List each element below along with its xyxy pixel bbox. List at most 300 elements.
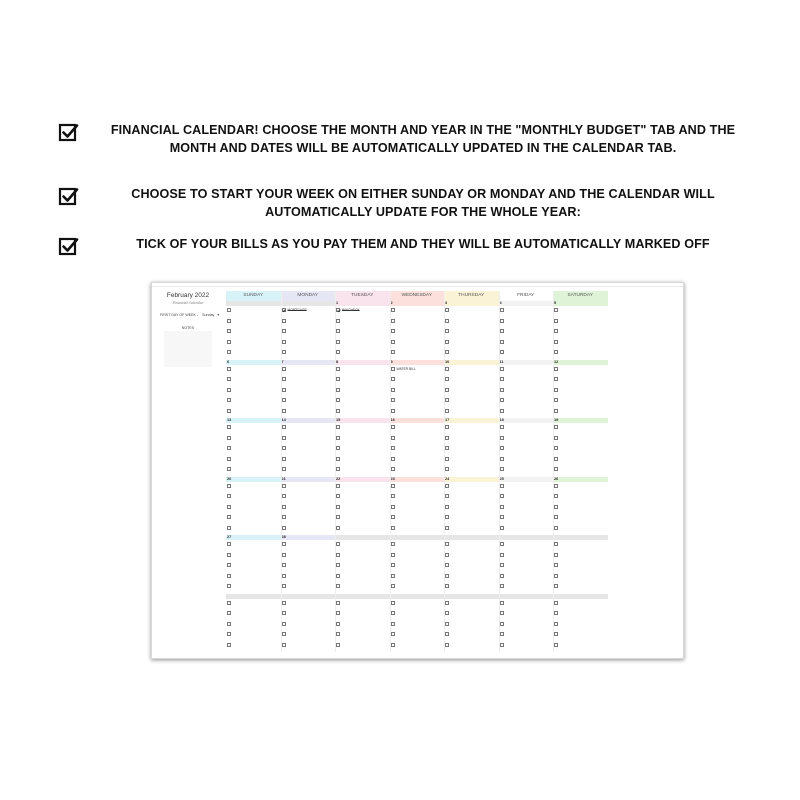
bill-checkbox[interactable] bbox=[391, 542, 395, 546]
bill-checkbox[interactable] bbox=[391, 494, 395, 498]
bill-checkbox[interactable] bbox=[336, 515, 340, 519]
date-number: 25 bbox=[499, 476, 504, 481]
date-number: 10 bbox=[445, 359, 450, 364]
column-divider bbox=[444, 291, 448, 652]
date-bar bbox=[499, 360, 554, 365]
bill-checkbox[interactable] bbox=[500, 388, 504, 392]
bill-checkbox[interactable] bbox=[282, 398, 286, 402]
bill-checkbox[interactable] bbox=[227, 436, 231, 440]
column-divider bbox=[390, 291, 391, 652]
date-bar bbox=[226, 301, 281, 306]
date-bar bbox=[226, 594, 281, 599]
feature-text: FINANCIAL CALENDAR! CHOOSE THE MONTH AND YEAR IN THE "MONTHLY BUDGET" TAB AND THE MONTH AND DATES WILL BE AUTOMATICALLY UPDATED IN THE CALENDAR TAB. bbox=[110, 123, 736, 155]
date-bar bbox=[499, 594, 554, 599]
bill-checkbox[interactable] bbox=[554, 377, 558, 381]
bill-checkbox[interactable] bbox=[391, 409, 395, 413]
bill-checkbox[interactable] bbox=[282, 643, 286, 647]
date-number: 14 bbox=[281, 418, 286, 422]
bill-checkbox[interactable] bbox=[227, 622, 231, 626]
bill-checkbox[interactable] bbox=[227, 308, 231, 312]
bill-checkbox[interactable] bbox=[445, 350, 449, 354]
bill-checkbox[interactable] bbox=[391, 329, 395, 333]
date-number: 27 bbox=[227, 535, 232, 539]
date-bar bbox=[444, 418, 499, 423]
bill-checkbox[interactable] bbox=[391, 377, 395, 381]
bill-checkbox[interactable] bbox=[391, 457, 395, 461]
bill-checkbox[interactable] bbox=[391, 611, 395, 615]
date-bar bbox=[226, 535, 281, 540]
bill-checkbox[interactable] bbox=[282, 308, 286, 312]
bill-checkbox[interactable] bbox=[500, 329, 504, 333]
date-bar bbox=[553, 360, 608, 365]
calendar-spreadsheet bbox=[151, 282, 684, 659]
bill-checkbox[interactable] bbox=[391, 425, 395, 429]
bill-checkbox[interactable] bbox=[282, 494, 286, 498]
bill-checkbox[interactable] bbox=[554, 542, 558, 546]
dropdown-caret-icon[interactable]: ▾ bbox=[217, 313, 220, 317]
bill-checkbox[interactable] bbox=[500, 505, 504, 509]
bill-checkbox[interactable] bbox=[336, 484, 340, 488]
date-number: 1 bbox=[336, 301, 339, 305]
bill-checkbox[interactable] bbox=[227, 494, 231, 498]
bill-checkbox[interactable] bbox=[554, 457, 558, 461]
bill-checkbox[interactable] bbox=[445, 484, 449, 488]
bill-checkbox[interactable] bbox=[445, 388, 449, 392]
bill-checkbox[interactable] bbox=[445, 515, 449, 519]
bill-checkbox[interactable] bbox=[445, 526, 449, 530]
bill-checkbox[interactable] bbox=[227, 467, 231, 471]
bill-checkbox[interactable] bbox=[336, 601, 340, 605]
bill-checkbox[interactable] bbox=[500, 377, 504, 381]
bill-checkbox[interactable] bbox=[336, 584, 340, 588]
bill-checkbox[interactable] bbox=[282, 388, 286, 392]
bill-checkbox[interactable] bbox=[336, 542, 340, 546]
column-divider bbox=[553, 291, 557, 652]
date-bar bbox=[335, 477, 390, 482]
bill-checkbox[interactable] bbox=[554, 484, 558, 488]
day-header-sunday: SUNDAY bbox=[226, 291, 281, 301]
bill-checkbox[interactable] bbox=[227, 350, 231, 354]
bill-label: PAYCHECK bbox=[342, 308, 360, 312]
bill-checkbox[interactable] bbox=[554, 622, 558, 626]
date-bar bbox=[390, 360, 445, 365]
bill-checkbox[interactable] bbox=[445, 398, 449, 402]
bill-checkbox[interactable] bbox=[500, 308, 504, 312]
bill-checkbox[interactable] bbox=[554, 611, 558, 615]
bill-checkbox[interactable] bbox=[500, 436, 504, 440]
bill-checkbox[interactable] bbox=[336, 446, 340, 450]
column-divider bbox=[281, 291, 282, 652]
bill-checkbox[interactable] bbox=[227, 563, 231, 567]
bill-checkbox[interactable] bbox=[445, 319, 449, 323]
date-bar bbox=[499, 301, 557, 306]
bill-checkbox[interactable] bbox=[282, 574, 286, 578]
first-day-of-week-selector[interactable] bbox=[160, 313, 219, 317]
bill-checkbox[interactable] bbox=[282, 377, 286, 381]
bill-checkbox[interactable] bbox=[554, 340, 558, 344]
bill-checkbox[interactable] bbox=[282, 563, 286, 567]
bill-checkbox[interactable] bbox=[282, 446, 286, 450]
bill-checkbox[interactable] bbox=[282, 436, 286, 440]
bill-checkbox[interactable] bbox=[554, 398, 558, 402]
bill-checkbox[interactable] bbox=[391, 601, 395, 605]
bill-checkbox[interactable] bbox=[554, 563, 558, 567]
date-number: 23 bbox=[390, 476, 395, 481]
bill-checkbox[interactable] bbox=[391, 340, 395, 344]
bill-checkbox[interactable] bbox=[554, 425, 558, 429]
bill-checkbox[interactable] bbox=[336, 308, 340, 312]
bill-checkbox[interactable] bbox=[227, 367, 231, 371]
bill-checkbox[interactable] bbox=[391, 515, 395, 519]
date-bar bbox=[499, 418, 554, 423]
bill-checkbox[interactable] bbox=[336, 553, 340, 557]
bill-checkbox[interactable] bbox=[445, 584, 449, 588]
bill-checkbox[interactable] bbox=[500, 643, 504, 647]
bill-checkbox[interactable] bbox=[282, 611, 286, 615]
bill-checkbox[interactable] bbox=[500, 409, 504, 413]
bill-checkbox[interactable] bbox=[500, 398, 504, 402]
bill-checkbox[interactable] bbox=[554, 409, 558, 413]
date-number: 26 bbox=[554, 476, 559, 481]
bill-checkbox[interactable] bbox=[391, 467, 395, 471]
date-number: 2 bbox=[390, 301, 393, 305]
bill-checkbox[interactable] bbox=[282, 329, 286, 333]
date-bar bbox=[390, 594, 445, 599]
date-number: 22 bbox=[336, 476, 341, 481]
checkbox-checked-icon bbox=[58, 185, 80, 207]
bill-checkbox[interactable] bbox=[391, 319, 395, 323]
bill-checkbox[interactable] bbox=[336, 467, 340, 471]
bill-checkbox[interactable] bbox=[445, 409, 449, 413]
date-bar bbox=[499, 535, 554, 540]
bill-checkbox[interactable] bbox=[554, 632, 558, 636]
bill-checkbox[interactable] bbox=[500, 526, 504, 530]
bill-checkbox[interactable] bbox=[445, 436, 449, 440]
date-bar bbox=[281, 477, 336, 482]
bill-checkbox[interactable] bbox=[445, 574, 449, 578]
bill-checkbox[interactable] bbox=[500, 319, 504, 323]
bill-checkbox[interactable] bbox=[227, 329, 231, 333]
bill-checkbox[interactable] bbox=[445, 643, 449, 647]
bill-checkbox[interactable] bbox=[227, 319, 231, 323]
bill-checkbox[interactable] bbox=[282, 467, 286, 471]
date-number: 6 bbox=[227, 359, 230, 364]
bill-checkbox[interactable] bbox=[445, 329, 449, 333]
bill-checkbox[interactable] bbox=[227, 526, 231, 530]
bill-checkbox[interactable] bbox=[282, 367, 286, 371]
bill-checkbox[interactable] bbox=[282, 526, 286, 530]
date-bar bbox=[281, 359, 339, 365]
bill-checkbox[interactable] bbox=[445, 601, 449, 605]
bill-checkbox[interactable] bbox=[336, 350, 340, 354]
bill-checkbox[interactable] bbox=[336, 367, 340, 371]
date-number: 20 bbox=[227, 476, 232, 481]
feature-2 bbox=[58, 185, 758, 221]
bill-checkbox[interactable] bbox=[554, 505, 558, 509]
date-bar bbox=[553, 535, 608, 540]
bill-checkbox[interactable] bbox=[445, 611, 449, 615]
bill-checkbox[interactable] bbox=[227, 505, 231, 509]
bill-checkbox[interactable] bbox=[336, 622, 340, 626]
day-header-wednesday: WEDNESDAY bbox=[390, 291, 445, 301]
date-bar bbox=[390, 418, 445, 423]
date-number: 13 bbox=[227, 418, 232, 422]
bill-label: MORTGAGE bbox=[287, 308, 307, 312]
bill-checkbox[interactable] bbox=[282, 409, 286, 413]
bill-checkbox[interactable] bbox=[391, 398, 395, 402]
bill-checkbox[interactable] bbox=[500, 446, 504, 450]
bill-checkbox[interactable] bbox=[554, 436, 558, 440]
bill-checkbox[interactable] bbox=[500, 457, 504, 461]
bill-checkbox[interactable] bbox=[227, 601, 231, 605]
bill-checkbox[interactable] bbox=[391, 632, 395, 636]
bill-checkbox[interactable] bbox=[391, 308, 395, 312]
bill-checkbox[interactable] bbox=[445, 457, 449, 461]
bill-checkbox[interactable] bbox=[445, 377, 449, 381]
bill-checkbox[interactable] bbox=[227, 398, 231, 402]
bill-checkbox[interactable] bbox=[500, 622, 504, 626]
bill-checkbox[interactable] bbox=[227, 446, 231, 450]
bill-checkbox[interactable] bbox=[500, 611, 504, 615]
bill-checkbox[interactable] bbox=[500, 350, 504, 354]
bill-checkbox[interactable] bbox=[500, 584, 504, 588]
bill-checkbox[interactable] bbox=[445, 425, 449, 429]
bill-checkbox[interactable] bbox=[554, 553, 558, 557]
date-bar bbox=[553, 594, 608, 599]
bill-checkbox[interactable] bbox=[500, 553, 504, 557]
bill-checkbox[interactable] bbox=[391, 484, 395, 488]
bill-checkbox[interactable] bbox=[282, 340, 286, 344]
bill-checkbox[interactable] bbox=[391, 584, 395, 588]
bill-checkbox[interactable] bbox=[445, 563, 449, 567]
bill-checkbox[interactable] bbox=[445, 553, 449, 557]
date-number: 18 bbox=[499, 418, 504, 422]
bill-checkbox[interactable] bbox=[227, 377, 231, 381]
date-number: 15 bbox=[336, 418, 341, 422]
bill-checkbox[interactable] bbox=[336, 398, 340, 402]
bill-checkbox[interactable] bbox=[500, 563, 504, 567]
bill-checkbox[interactable] bbox=[336, 436, 340, 440]
bill-checkbox[interactable] bbox=[227, 515, 231, 519]
bill-checkbox[interactable] bbox=[554, 526, 558, 530]
date-bar bbox=[226, 360, 281, 365]
bill-checkbox[interactable] bbox=[282, 601, 286, 605]
bill-checkbox[interactable] bbox=[500, 425, 504, 429]
bill-checkbox[interactable] bbox=[554, 515, 558, 519]
bill-checkbox[interactable] bbox=[227, 553, 231, 557]
bill-checkbox[interactable] bbox=[500, 574, 504, 578]
date-bar bbox=[281, 301, 339, 306]
bill-checkbox[interactable] bbox=[445, 622, 449, 626]
bill-checkbox[interactable] bbox=[445, 446, 449, 450]
bill-checkbox[interactable] bbox=[336, 611, 340, 615]
bill-checkbox[interactable] bbox=[282, 515, 286, 519]
bill-checkbox[interactable] bbox=[445, 494, 449, 498]
bill-checkbox[interactable] bbox=[554, 467, 558, 471]
first-day-value[interactable]: Sunday bbox=[202, 313, 215, 317]
date-bar bbox=[499, 477, 554, 482]
day-header-thursday: THURSDAY bbox=[444, 291, 499, 301]
bill-checkbox[interactable] bbox=[282, 505, 286, 509]
date-bar bbox=[390, 301, 448, 306]
feature-text: TICK OF YOUR BILLS AS YOU PAY THEM AND THEY WILL BE AUTOMATICALLY MARKED OFF bbox=[136, 237, 710, 251]
bill-checkbox[interactable] bbox=[282, 632, 286, 636]
date-number: 7 bbox=[281, 359, 284, 364]
bill-checkbox[interactable] bbox=[554, 350, 558, 354]
bill-checkbox[interactable] bbox=[282, 425, 286, 429]
bill-checkbox[interactable] bbox=[227, 611, 231, 615]
bill-checkbox[interactable] bbox=[336, 526, 340, 530]
bill-checkbox[interactable] bbox=[282, 319, 286, 323]
date-bar bbox=[444, 301, 499, 306]
bill-checkbox[interactable] bbox=[445, 308, 449, 312]
bill-checkbox[interactable] bbox=[445, 542, 449, 546]
date-bar bbox=[226, 477, 281, 482]
calendar-title: February 2022 bbox=[166, 292, 210, 299]
bill-checkbox[interactable] bbox=[336, 377, 340, 381]
date-number: 19 bbox=[554, 418, 559, 422]
bill-checkbox[interactable] bbox=[282, 553, 286, 557]
bill-checkbox[interactable] bbox=[391, 574, 395, 578]
bill-checkbox[interactable] bbox=[554, 494, 558, 498]
bill-checkbox[interactable] bbox=[227, 574, 231, 578]
bill-checkbox[interactable] bbox=[282, 622, 286, 626]
date-bar bbox=[553, 477, 608, 482]
bill-checkbox[interactable] bbox=[336, 425, 340, 429]
bill-checkbox[interactable] bbox=[391, 622, 395, 626]
bill-checkbox[interactable] bbox=[500, 601, 504, 605]
bill-checkbox[interactable] bbox=[336, 494, 340, 498]
bill-checkbox[interactable] bbox=[391, 436, 395, 440]
bill-checkbox[interactable] bbox=[500, 340, 504, 344]
date-bar bbox=[281, 535, 336, 540]
bill-checkbox[interactable] bbox=[445, 367, 449, 371]
notes-area[interactable] bbox=[164, 331, 212, 367]
bill-checkbox[interactable] bbox=[445, 340, 449, 344]
bill-checkbox[interactable] bbox=[282, 457, 286, 461]
bill-label: WATER BILL bbox=[396, 366, 416, 371]
bill-checkbox[interactable] bbox=[227, 409, 231, 413]
bill-checkbox[interactable] bbox=[282, 484, 286, 488]
date-number: 8 bbox=[336, 359, 339, 364]
bill-checkbox[interactable] bbox=[282, 542, 286, 546]
bill-checkbox[interactable] bbox=[336, 319, 340, 323]
date-number: 12 bbox=[554, 359, 559, 364]
bill-checkbox[interactable] bbox=[500, 467, 504, 471]
bill-checkbox[interactable] bbox=[391, 350, 395, 354]
first-day-label: FIRST DAY OF WEEK - bbox=[160, 313, 199, 317]
bill-checkbox[interactable] bbox=[445, 505, 449, 509]
bill-checkbox[interactable] bbox=[336, 632, 340, 636]
bill-checkbox[interactable] bbox=[554, 643, 558, 647]
bill-checkbox[interactable] bbox=[227, 457, 231, 461]
feature-text: CHOOSE TO START YOUR WEEK ON EITHER SUNDAY OR MONDAY AND THE CALENDAR WILL AUTOMATICALLY UPDATE FOR THE WHOLE YEAR: bbox=[131, 187, 715, 219]
date-bar bbox=[281, 594, 336, 599]
bill-checkbox[interactable] bbox=[391, 643, 395, 647]
date-number: 3 bbox=[445, 301, 448, 305]
bill-checkbox[interactable] bbox=[500, 515, 504, 519]
bill-checkbox[interactable] bbox=[391, 446, 395, 450]
bill-checkbox[interactable] bbox=[227, 632, 231, 636]
bill-checkbox[interactable] bbox=[445, 632, 449, 636]
bill-checkbox[interactable] bbox=[391, 526, 395, 530]
bill-checkbox[interactable] bbox=[282, 584, 286, 588]
bill-checkbox[interactable] bbox=[227, 542, 231, 546]
bill-checkbox[interactable] bbox=[391, 388, 395, 392]
bill-checkbox[interactable] bbox=[554, 367, 558, 371]
bill-checkbox[interactable] bbox=[554, 388, 558, 392]
bill-checkbox[interactable] bbox=[391, 553, 395, 557]
date-bar bbox=[335, 535, 390, 540]
date-number: 28 bbox=[281, 535, 286, 539]
date-number: 5 bbox=[554, 301, 557, 305]
date-number: 17 bbox=[445, 418, 450, 422]
bill-checkbox[interactable] bbox=[227, 643, 231, 647]
sheet-header-strip bbox=[152, 283, 683, 287]
bill-checkbox[interactable] bbox=[227, 484, 231, 488]
bill-checkbox[interactable] bbox=[500, 367, 504, 371]
date-bar bbox=[335, 301, 390, 306]
bill-checkbox[interactable] bbox=[554, 329, 558, 333]
bill-checkbox[interactable] bbox=[336, 457, 340, 461]
day-header-friday: FRIDAY bbox=[499, 291, 554, 301]
date-bar bbox=[335, 418, 390, 423]
bill-checkbox[interactable] bbox=[445, 467, 449, 471]
bill-checkbox[interactable] bbox=[336, 563, 340, 567]
bill-checkbox[interactable] bbox=[554, 584, 558, 588]
bill-checkbox[interactable] bbox=[500, 484, 504, 488]
date-number: 24 bbox=[445, 476, 450, 481]
bill-checkbox[interactable] bbox=[336, 505, 340, 509]
bill-checkbox[interactable] bbox=[500, 632, 504, 636]
date-bar bbox=[444, 360, 499, 365]
date-bar bbox=[444, 477, 499, 482]
bill-checkbox[interactable] bbox=[391, 563, 395, 567]
bill-checkbox[interactable] bbox=[500, 542, 504, 546]
bill-checkbox[interactable] bbox=[554, 574, 558, 578]
notes-label: NOTES bbox=[181, 326, 195, 330]
bill-checkbox[interactable] bbox=[227, 425, 231, 429]
bill-checkbox[interactable] bbox=[282, 350, 286, 354]
date-bar bbox=[226, 418, 281, 423]
bill-checkbox[interactable] bbox=[391, 367, 395, 371]
bill-checkbox[interactable] bbox=[336, 409, 340, 413]
bill-checkbox[interactable] bbox=[227, 388, 231, 392]
bill-checkbox[interactable] bbox=[336, 388, 340, 392]
bill-checkbox[interactable] bbox=[554, 308, 558, 312]
bill-checkbox[interactable] bbox=[336, 643, 340, 647]
date-number: 11 bbox=[499, 359, 504, 364]
column-divider bbox=[499, 291, 500, 652]
bill-checkbox[interactable] bbox=[554, 319, 558, 323]
date-number: 21 bbox=[281, 476, 286, 481]
date-bar bbox=[553, 301, 608, 306]
bill-checkbox[interactable] bbox=[336, 340, 340, 344]
bill-checkbox[interactable] bbox=[336, 574, 340, 578]
bill-checkbox[interactable] bbox=[500, 494, 504, 498]
bill-checkbox[interactable] bbox=[336, 329, 340, 333]
day-header-monday: MONDAY bbox=[281, 291, 336, 301]
bill-checkbox[interactable] bbox=[227, 340, 231, 344]
date-number: 16 bbox=[390, 418, 395, 422]
bill-checkbox[interactable] bbox=[227, 584, 231, 588]
bill-checkbox[interactable] bbox=[554, 446, 558, 450]
checkbox-checked-icon bbox=[58, 121, 80, 143]
bill-checkbox[interactable] bbox=[554, 601, 558, 605]
bill-checkbox[interactable] bbox=[391, 505, 395, 509]
calendar-sidebar bbox=[152, 283, 224, 658]
date-bar bbox=[553, 418, 608, 423]
